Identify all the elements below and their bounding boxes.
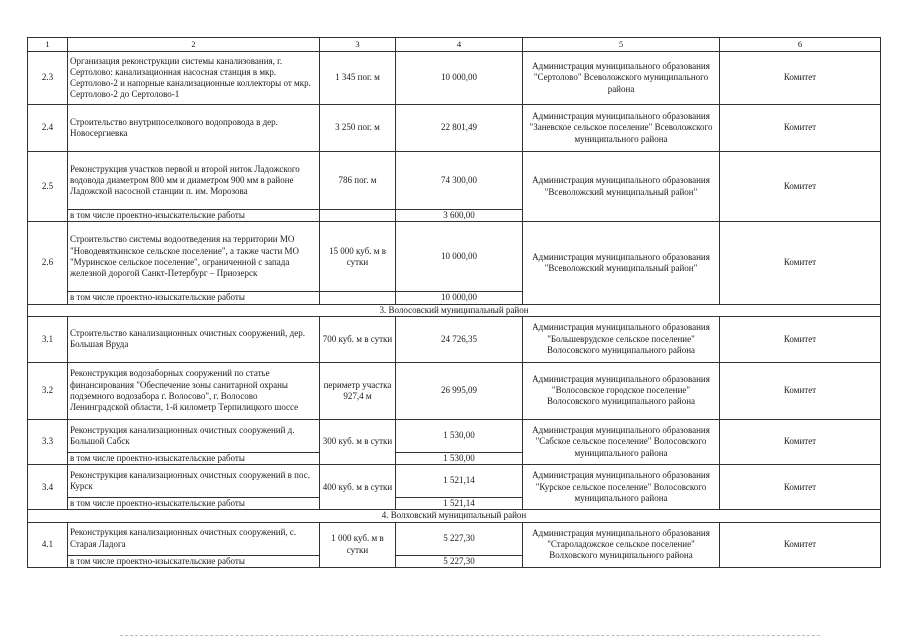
header-cell: 1 bbox=[28, 38, 68, 52]
administration: Администрация муниципального образования "Сабское сельское поселение" Волосовского муниципального района bbox=[523, 419, 720, 464]
row-number: 4.1 bbox=[28, 522, 68, 567]
table-row bbox=[28, 522, 881, 555]
sub-label: в том числе проектно-изыскательские работы bbox=[68, 498, 320, 510]
executor: Комитет bbox=[720, 419, 881, 464]
header-row bbox=[28, 38, 881, 52]
object-name: Организация реконструкции системы канализования, г. Сертолово: канализационная насосная станция в мкр. Сертолово-2 и напорные канализационные коллекторы от мкр. Сертолово-2 до Сертолово-1 bbox=[68, 52, 320, 105]
amount: 22 801,49 bbox=[396, 105, 523, 152]
table-row bbox=[28, 152, 881, 210]
object-name: Реконструкция канализационных очистных сооружений д. Большой Сабск bbox=[68, 419, 320, 452]
executor: Комитет bbox=[720, 362, 881, 419]
section-title: 3. Волосовский муниципальный район bbox=[28, 304, 881, 316]
amount: 74 300,00 bbox=[396, 152, 523, 210]
executor: Комитет bbox=[720, 465, 881, 510]
sub-label: в том числе проектно-изыскательские работы bbox=[68, 452, 320, 464]
amount: 10 000,00 bbox=[396, 222, 523, 292]
sub-label: в том числе проектно-изыскательские работы bbox=[68, 555, 320, 567]
section-title: 4. Волховский муниципальный район bbox=[28, 510, 881, 522]
administration: Администрация муниципального образования "Волосовское городское поселение" Волосовского муниципального района bbox=[523, 362, 720, 419]
executor: Комитет bbox=[720, 316, 881, 362]
capacity: 300 куб. м в сутки bbox=[320, 419, 396, 464]
document-sheet bbox=[27, 37, 881, 568]
capacity: 400 куб. м в сутки bbox=[320, 465, 396, 510]
object-name: Реконструкция канализационных очистных сооружений, с. Старая Ладога bbox=[68, 522, 320, 555]
sub-label: в том числе проектно-изыскательские работы bbox=[68, 292, 320, 304]
row-number: 2.4 bbox=[28, 105, 68, 152]
program-table bbox=[27, 37, 881, 568]
sub-amount: 5 227,30 bbox=[396, 555, 523, 567]
administration: Администрация муниципального образования "Сертолово" Всеволожского муниципального района bbox=[523, 52, 720, 105]
sub-capacity bbox=[320, 210, 396, 222]
row-number: 3.3 bbox=[28, 419, 68, 464]
row-number: 3.1 bbox=[28, 316, 68, 362]
sub-amount: 1 521,14 bbox=[396, 498, 523, 510]
capacity: 1 345 пог. м bbox=[320, 52, 396, 105]
executor: Комитет bbox=[720, 222, 881, 304]
executor: Комитет bbox=[720, 52, 881, 105]
object-name: Строительство канализационных очистных сооружений, дер. Большая Вруда bbox=[68, 316, 320, 362]
administration: Администрация муниципального образования "Всеволожский муниципальный район" bbox=[523, 152, 720, 222]
object-name: Реконструкция водозаборных сооружений по статье финансирования "Обеспечение зоны санитарной охраны подземного водозабора г. Волосово", г. Волосово Ленинградской области, 1-й километр Терпилицкого шоссе bbox=[68, 362, 320, 419]
object-name: Строительство внутрипоселкового водопровода в дер. Новосергиевка bbox=[68, 105, 320, 152]
amount: 26 995,09 bbox=[396, 362, 523, 419]
header-cell: 5 bbox=[523, 38, 720, 52]
row-number: 2.5 bbox=[28, 152, 68, 222]
table-row bbox=[28, 419, 881, 452]
executor: Комитет bbox=[720, 522, 881, 567]
administration: Администрация муниципального образования "Курское сельское поселение" Волосовского муниципального района bbox=[523, 465, 720, 510]
object-name: Строительство системы водоотведения на территории МО "Новодевяткинское сельское поселение", а также части МО "Муринское сельское поселение", ограниченной с запада железной дорогой Санкт-Петербург – Приозерск bbox=[68, 222, 320, 292]
sub-amount: 1 530,00 bbox=[396, 452, 523, 464]
capacity: 3 250 пог. м bbox=[320, 105, 396, 152]
capacity: 700 куб. м в сутки bbox=[320, 316, 396, 362]
header-cell: 4 bbox=[396, 38, 523, 52]
amount: 24 726,35 bbox=[396, 316, 523, 362]
administration: Администрация муниципального образования "Заневское сельское поселение" Всеволожского муниципального района bbox=[523, 105, 720, 152]
header-cell: 3 bbox=[320, 38, 396, 52]
capacity: 786 пог. м bbox=[320, 152, 396, 210]
amount: 5 227,30 bbox=[396, 522, 523, 555]
capacity: периметр участка 927,4 м bbox=[320, 362, 396, 419]
table-row bbox=[28, 465, 881, 498]
row-number: 2.3 bbox=[28, 52, 68, 105]
capacity: 15 000 куб. м в сутки bbox=[320, 222, 396, 292]
scan-artifact-line bbox=[120, 635, 820, 637]
row-number: 3.2 bbox=[28, 362, 68, 419]
section-row bbox=[28, 510, 881, 522]
header-cell: 2 bbox=[68, 38, 320, 52]
row-number: 2.6 bbox=[28, 222, 68, 304]
executor: Комитет bbox=[720, 105, 881, 152]
table-row bbox=[28, 105, 881, 152]
sub-label: в том числе проектно-изыскательские работы bbox=[68, 210, 320, 222]
executor: Комитет bbox=[720, 152, 881, 222]
row-number: 3.4 bbox=[28, 465, 68, 510]
section-row bbox=[28, 304, 881, 316]
amount: 10 000,00 bbox=[396, 52, 523, 105]
table-row bbox=[28, 222, 881, 292]
table-row bbox=[28, 362, 881, 419]
sub-capacity bbox=[320, 292, 396, 304]
object-name: Реконструкция канализационных очистных сооружений в пос. Курск bbox=[68, 465, 320, 498]
administration: Администрация муниципального образования "Большеврудское сельское поселение" Волосовского муниципального района bbox=[523, 316, 720, 362]
header-cell: 6 bbox=[720, 38, 881, 52]
object-name: Реконструкция участков первой и второй ниток Ладожского водовода диаметром 800 мм и диаметром 900 мм в районе Ладожской насосной станции п. им. Морозова bbox=[68, 152, 320, 210]
sub-amount: 3 600,00 bbox=[396, 210, 523, 222]
sub-amount: 10 000,00 bbox=[396, 292, 523, 304]
table-row bbox=[28, 316, 881, 362]
administration: Администрация муниципального образования "Староладожское сельское поселение" Волховского муниципального района bbox=[523, 522, 720, 567]
amount: 1 530,00 bbox=[396, 419, 523, 452]
capacity: 1 000 куб. м в сутки bbox=[320, 522, 396, 567]
table-row bbox=[28, 52, 881, 105]
administration: Администрация муниципального образования "Всеволожский муниципальный район" bbox=[523, 222, 720, 304]
amount: 1 521,14 bbox=[396, 465, 523, 498]
